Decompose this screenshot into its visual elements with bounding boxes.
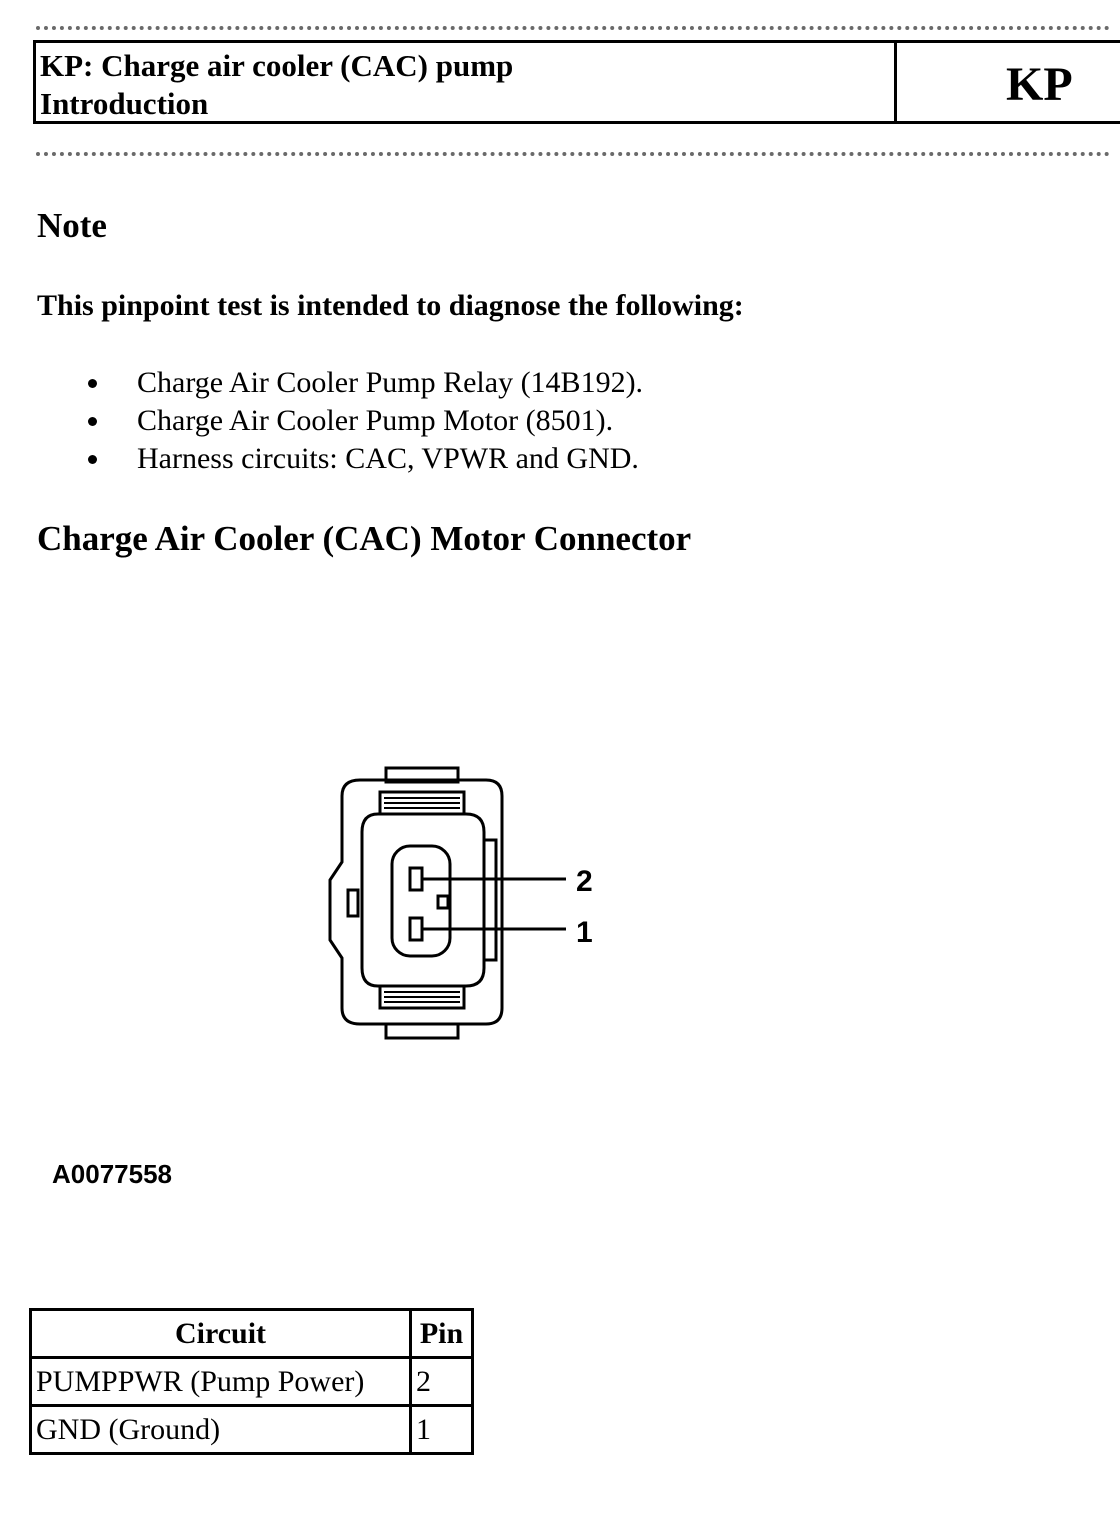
- document-header: [33, 40, 1120, 124]
- table-header-row: [31, 1310, 473, 1358]
- keying-notch: [438, 896, 448, 908]
- note-heading: Note: [37, 206, 107, 245]
- title-line-1: KP: Charge air cooler (CAC) pump: [40, 48, 514, 83]
- top-dotted-rule: [36, 26, 1110, 30]
- header-dotted-rule: [36, 152, 1110, 156]
- pin-table: [29, 1308, 474, 1455]
- side-latch: [348, 890, 358, 916]
- list-item: [0, 402, 643, 440]
- pin-2-terminal: [410, 868, 422, 890]
- bullet-icon: [88, 455, 97, 464]
- note-intro: This pinpoint test is intended to diagnose the following:: [37, 289, 744, 322]
- connector-inner-body: [362, 814, 484, 986]
- pin-2-label: 2: [576, 865, 593, 898]
- list-item: [0, 440, 643, 478]
- table-cell-pin: 2: [411, 1358, 473, 1406]
- list-item-text: Harness circuits: CAC, VPWR and GND.: [137, 442, 639, 475]
- bottom-latch-tab: [386, 1024, 458, 1038]
- list-item: [0, 364, 643, 402]
- pin-1-terminal: [410, 918, 422, 940]
- title-line-2: Introduction: [40, 86, 209, 121]
- pin-1-label: 1: [576, 916, 593, 949]
- list-item-text: Charge Air Cooler Pump Relay (14B192).: [137, 366, 644, 399]
- table-row: [31, 1406, 473, 1454]
- table-cell-circuit: GND (Ground): [31, 1406, 411, 1454]
- header-divider: [894, 43, 897, 121]
- figure-id: A0077558: [52, 1159, 172, 1189]
- side-key-rail: [484, 840, 496, 960]
- connector-diagram: [320, 760, 620, 1050]
- table-row: [31, 1358, 473, 1406]
- bullet-icon: [88, 417, 97, 426]
- diagnosis-list: [0, 364, 643, 478]
- table-cell-pin: 1: [411, 1406, 473, 1454]
- column-header-circuit: Circuit: [31, 1310, 411, 1358]
- column-header-pin: Pin: [411, 1310, 473, 1358]
- bullet-icon: [88, 379, 97, 388]
- table-cell-circuit: PUMPPWR (Pump Power): [31, 1358, 411, 1406]
- document-title: [40, 47, 513, 123]
- section-code: KP: [1006, 58, 1073, 111]
- list-item-text: Charge Air Cooler Pump Motor (8501).: [137, 404, 614, 437]
- connector-heading: Charge Air Cooler (CAC) Motor Connector: [37, 519, 692, 558]
